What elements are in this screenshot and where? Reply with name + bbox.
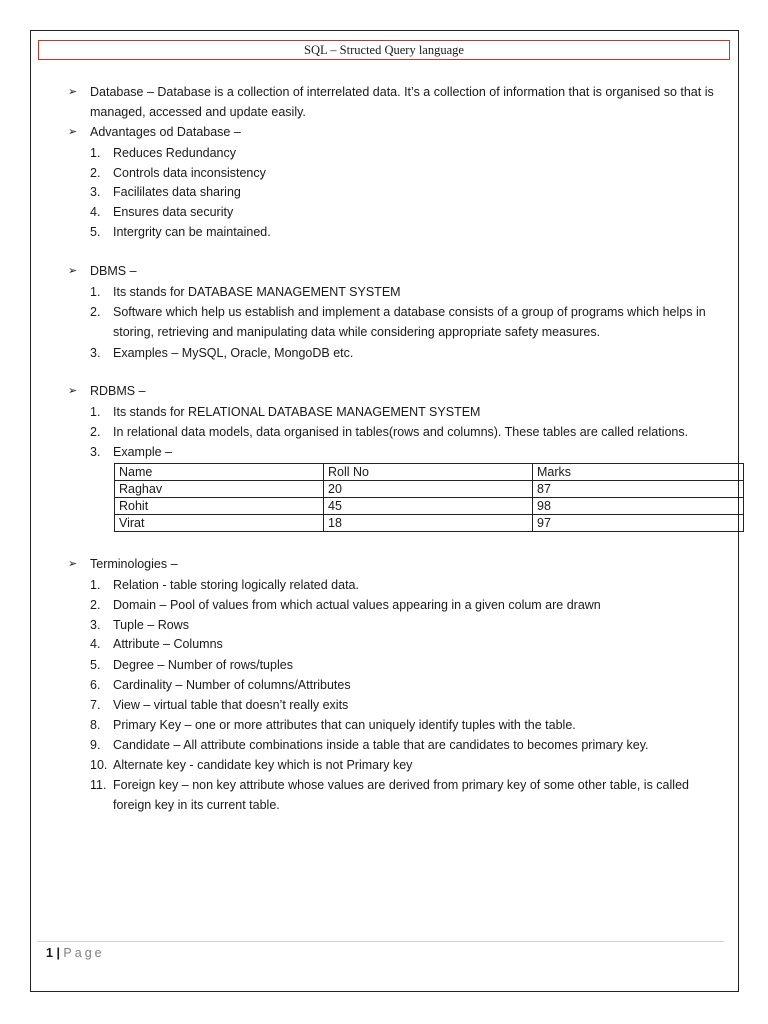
table-cell: Raghav bbox=[115, 481, 324, 498]
arrow-bullet-icon: ➢ bbox=[68, 558, 78, 570]
table-cell: 87 bbox=[533, 481, 744, 498]
table-row bbox=[115, 498, 744, 515]
table-row bbox=[115, 481, 744, 498]
table-cell: 97 bbox=[533, 515, 744, 532]
table-cell: 18 bbox=[324, 515, 533, 532]
bullet-advantages: ➢ Advantages od Database – bbox=[90, 122, 730, 142]
arrow-bullet-icon: ➢ bbox=[68, 385, 78, 397]
bullet-terminologies: ➢ Terminologies – bbox=[90, 554, 730, 574]
bullet-dbms: ➢ DBMS – bbox=[90, 261, 730, 281]
page-title: SQL – Structed Query language bbox=[38, 40, 730, 60]
footer-divider bbox=[38, 941, 724, 942]
bullet-database: ➢ Database – Database is a collection of interrelated data. It’s a collection of information that is organised so that is managed, accessed and update easily. bbox=[90, 82, 730, 122]
footer-separator: | bbox=[56, 946, 60, 960]
bullet-rdbms: ➢ RDBMS – bbox=[90, 381, 730, 401]
table-cell: 45 bbox=[324, 498, 533, 515]
arrow-bullet-icon: ➢ bbox=[68, 86, 78, 98]
page-label: Page bbox=[63, 946, 105, 960]
table-row bbox=[115, 515, 744, 532]
example-table bbox=[114, 463, 744, 532]
table-cell: 20 bbox=[324, 481, 533, 498]
page-footer bbox=[46, 945, 105, 961]
table-cell: Rohit bbox=[115, 498, 324, 515]
table-cell: Virat bbox=[115, 515, 324, 532]
arrow-bullet-icon: ➢ bbox=[68, 126, 78, 138]
arrow-bullet-icon: ➢ bbox=[68, 265, 78, 277]
table-header-cell: Name bbox=[115, 464, 324, 481]
page-number: 1 bbox=[46, 946, 53, 960]
table-header-row bbox=[115, 464, 744, 481]
table-header-cell: Marks bbox=[533, 464, 744, 481]
table-cell: 98 bbox=[533, 498, 744, 515]
table-header-cell: Roll No bbox=[324, 464, 533, 481]
